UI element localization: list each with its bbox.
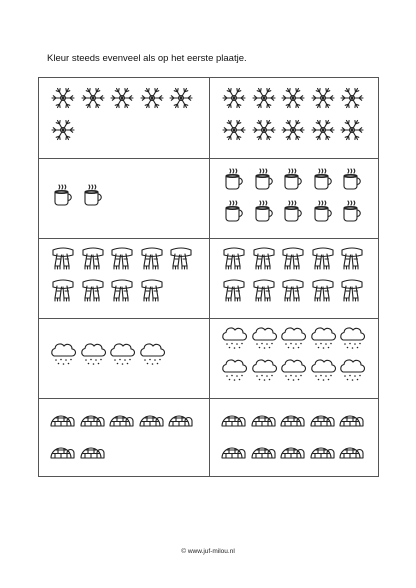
mug-icon[interactable]	[338, 196, 366, 224]
scarf-icon[interactable]	[338, 244, 366, 272]
cell-row-4-right	[210, 318, 380, 398]
mug-icon[interactable]	[250, 196, 278, 224]
scarf-icon[interactable]	[250, 276, 278, 304]
snowflake-icon[interactable]	[338, 84, 366, 112]
cell-row-1-left	[39, 78, 209, 158]
igloo-icon[interactable]	[79, 436, 107, 464]
snowflake-icon[interactable]	[279, 116, 307, 144]
snow-cloud-icon[interactable]	[220, 356, 248, 384]
scarf-icon[interactable]	[338, 276, 366, 304]
scarf-icon[interactable]	[220, 244, 248, 272]
snowflake-icon[interactable]	[79, 84, 107, 112]
snow-cloud-icon[interactable]	[338, 356, 366, 384]
snow-cloud-icon[interactable]	[279, 324, 307, 352]
igloo-icon[interactable]	[279, 404, 307, 432]
igloo-icon[interactable]	[338, 404, 366, 432]
cell-row-4-left	[39, 318, 209, 398]
mug-icon[interactable]	[279, 164, 307, 192]
snowflake-icon[interactable]	[250, 116, 278, 144]
snow-cloud-icon[interactable]	[309, 356, 337, 384]
scarf-icon[interactable]	[108, 276, 136, 304]
snow-cloud-icon[interactable]	[108, 340, 136, 368]
igloo-icon[interactable]	[108, 404, 136, 432]
scarf-icon[interactable]	[220, 276, 248, 304]
snowflake-icon[interactable]	[338, 116, 366, 144]
scarf-icon[interactable]	[79, 276, 107, 304]
mug-icon[interactable]	[309, 196, 337, 224]
cell-row-2-right	[210, 158, 380, 238]
scarf-icon[interactable]	[309, 244, 337, 272]
cell-row-5-right	[210, 398, 380, 478]
igloo-icon[interactable]	[49, 436, 77, 464]
igloo-icon[interactable]	[167, 404, 195, 432]
igloo-icon[interactable]	[250, 436, 278, 464]
snow-cloud-icon[interactable]	[309, 324, 337, 352]
snowflake-icon[interactable]	[309, 84, 337, 112]
cell-row-3-right	[210, 238, 380, 318]
cell-row-5-left	[39, 398, 209, 478]
cell-row-3-left	[39, 238, 209, 318]
mug-icon[interactable]	[279, 196, 307, 224]
snowflake-icon[interactable]	[108, 84, 136, 112]
scarf-icon[interactable]	[309, 276, 337, 304]
scarf-icon[interactable]	[279, 276, 307, 304]
igloo-icon[interactable]	[138, 404, 166, 432]
igloo-icon[interactable]	[220, 404, 248, 432]
snowflake-icon[interactable]	[138, 84, 166, 112]
mug-icon[interactable]	[79, 180, 107, 208]
snowflake-icon[interactable]	[309, 116, 337, 144]
mug-icon[interactable]	[250, 164, 278, 192]
cell-row-2-left	[39, 158, 209, 238]
scarf-icon[interactable]	[108, 244, 136, 272]
snowflake-icon[interactable]	[220, 116, 248, 144]
igloo-icon[interactable]	[279, 436, 307, 464]
igloo-icon[interactable]	[79, 404, 107, 432]
scarf-icon[interactable]	[138, 276, 166, 304]
snowflake-icon[interactable]	[49, 116, 77, 144]
snow-cloud-icon[interactable]	[250, 356, 278, 384]
snow-cloud-icon[interactable]	[49, 340, 77, 368]
mug-icon[interactable]	[309, 164, 337, 192]
cell-row-1-right	[210, 78, 380, 158]
snowflake-icon[interactable]	[279, 84, 307, 112]
scarf-icon[interactable]	[79, 244, 107, 272]
footer-copyright: © www.juf-milou.nl	[181, 548, 235, 555]
snowflake-icon[interactable]	[250, 84, 278, 112]
scarf-icon[interactable]	[279, 244, 307, 272]
igloo-icon[interactable]	[49, 404, 77, 432]
snow-cloud-icon[interactable]	[79, 340, 107, 368]
snowflake-icon[interactable]	[220, 84, 248, 112]
snowflake-icon[interactable]	[167, 84, 195, 112]
instruction-text: Kleur steeds evenveel als op het eerste plaatje.	[47, 53, 247, 64]
snow-cloud-icon[interactable]	[138, 340, 166, 368]
snow-cloud-icon[interactable]	[220, 324, 248, 352]
igloo-icon[interactable]	[250, 404, 278, 432]
mug-icon[interactable]	[220, 196, 248, 224]
igloo-icon[interactable]	[309, 404, 337, 432]
scarf-icon[interactable]	[49, 276, 77, 304]
scarf-icon[interactable]	[167, 244, 195, 272]
snow-cloud-icon[interactable]	[338, 324, 366, 352]
igloo-icon[interactable]	[338, 436, 366, 464]
snowflake-icon[interactable]	[49, 84, 77, 112]
scarf-icon[interactable]	[250, 244, 278, 272]
scarf-icon[interactable]	[138, 244, 166, 272]
mug-icon[interactable]	[338, 164, 366, 192]
scarf-icon[interactable]	[49, 244, 77, 272]
mug-icon[interactable]	[49, 180, 77, 208]
worksheet-grid	[38, 77, 379, 477]
igloo-icon[interactable]	[220, 436, 248, 464]
snow-cloud-icon[interactable]	[250, 324, 278, 352]
snow-cloud-icon[interactable]	[279, 356, 307, 384]
mug-icon[interactable]	[220, 164, 248, 192]
igloo-icon[interactable]	[309, 436, 337, 464]
